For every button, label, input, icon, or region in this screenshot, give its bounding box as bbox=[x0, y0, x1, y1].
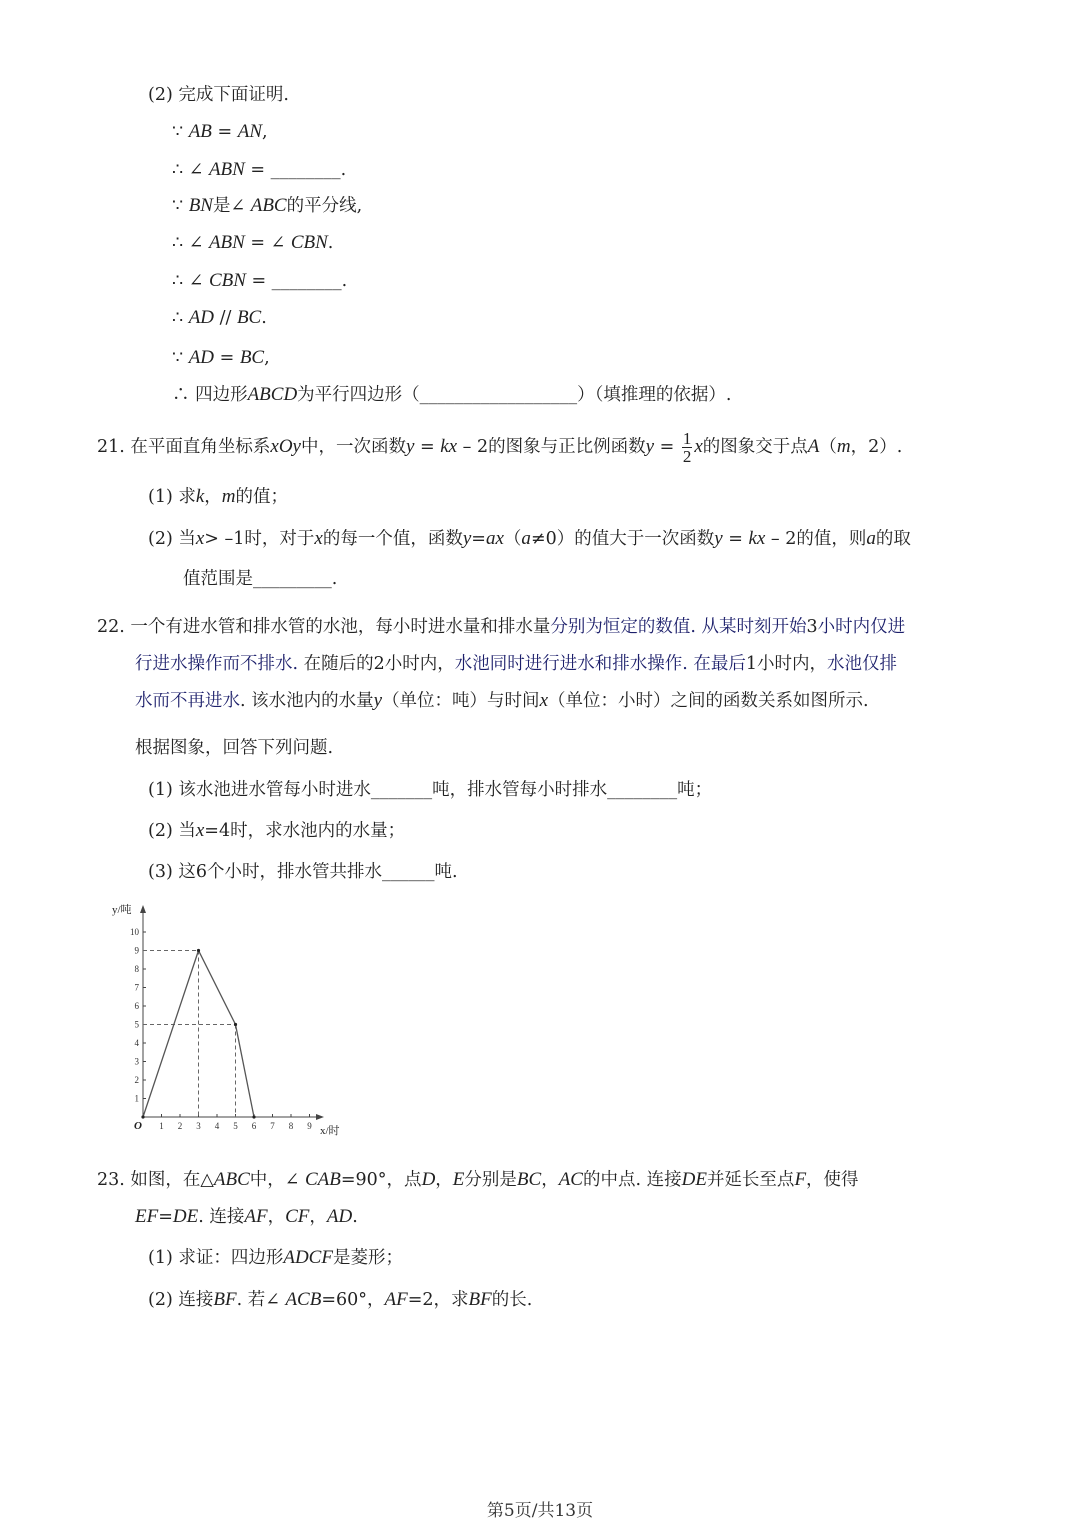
math-symbol: DE bbox=[681, 1169, 707, 1190]
math-symbol: m bbox=[836, 436, 851, 457]
text-line-l17 bbox=[135, 736, 333, 760]
text-segment: （ bbox=[819, 437, 837, 457]
y-tick-label: 2 bbox=[134, 1075, 139, 1085]
math-symbol: kx bbox=[440, 436, 458, 457]
math-symbol: y bbox=[462, 528, 472, 549]
text-line-l7 bbox=[172, 306, 267, 330]
water-volume-chart bbox=[100, 895, 360, 1145]
text-segment: 的长. bbox=[491, 1290, 533, 1310]
text-segment: ∵ bbox=[172, 196, 189, 216]
y-tick-label: 1 bbox=[134, 1093, 139, 1104]
text-line-l20 bbox=[148, 860, 458, 884]
math-symbol: CAB bbox=[304, 1169, 341, 1190]
text-segment: =90°，点 bbox=[340, 1170, 422, 1190]
text-line-l13 bbox=[183, 567, 337, 591]
text-segment: 中，∠ bbox=[249, 1170, 305, 1190]
math-symbol: AC bbox=[558, 1169, 583, 1190]
text-segment: 22. 一个有进水管和排水管的水池，每小时进水量和排水量 bbox=[97, 617, 551, 637]
math-symbol: EF bbox=[135, 1206, 159, 1227]
text-line-l4 bbox=[172, 194, 362, 218]
math-symbol: ACB bbox=[285, 1289, 322, 1310]
y-axis-label: y/吨 bbox=[112, 904, 132, 916]
math-symbol: k bbox=[195, 486, 205, 507]
math-symbol: BF bbox=[213, 1289, 237, 1310]
text-segment: . bbox=[352, 1207, 358, 1227]
math-symbol: BC bbox=[236, 307, 262, 328]
text-segment: = bbox=[471, 529, 486, 549]
text-line-l10 bbox=[97, 430, 902, 465]
text-segment: (2) 完成下面证明. bbox=[148, 85, 289, 105]
math-symbol: AD bbox=[188, 307, 215, 328]
text-segment: ∵ bbox=[172, 348, 189, 368]
text-segment: (2) 连接 bbox=[148, 1290, 214, 1310]
x-tick-label: 6 bbox=[251, 1121, 257, 1131]
text-segment: 值范围是_________. bbox=[183, 569, 338, 589]
x-tick-label: 4 bbox=[214, 1121, 220, 1131]
math-symbol: ADCF bbox=[283, 1247, 333, 1268]
math-symbol: D bbox=[421, 1169, 436, 1190]
x-tick-label: 7 bbox=[270, 1121, 275, 1131]
text-segment: 3 bbox=[806, 617, 818, 637]
text-segment: ∵ bbox=[172, 122, 189, 142]
text-segment: ∴ ∠ bbox=[172, 233, 209, 253]
math-symbol: BC bbox=[239, 347, 265, 368]
math-symbol: ABN bbox=[208, 232, 245, 253]
data-point bbox=[234, 1023, 237, 1026]
math-symbol: ABC bbox=[250, 195, 287, 216]
y-tick-label: 9 bbox=[134, 945, 139, 956]
x-tick-label: 1 bbox=[159, 1121, 164, 1131]
x-tick-label: 2 bbox=[177, 1121, 183, 1131]
text-segment: ， bbox=[204, 487, 222, 507]
x-axis-label: x/时 bbox=[320, 1125, 340, 1137]
text-segment: =2，求 bbox=[407, 1290, 469, 1310]
text-segment: . bbox=[327, 233, 334, 253]
text-segment: 水池仅排 bbox=[827, 654, 898, 674]
text-segment: 是∠ bbox=[212, 196, 251, 216]
text-segment: . 该水池内的水量 bbox=[240, 691, 374, 711]
text-segment: 21. 在平面直角坐标系 bbox=[97, 437, 271, 457]
text-segment: 分别为恒定的数值. 从某时刻开始 bbox=[550, 617, 807, 637]
text-segment: 水池同时进行进水和排水操作. 在最后 bbox=[454, 654, 746, 674]
text-segment: 是菱形； bbox=[332, 1248, 403, 1268]
text-segment: , bbox=[264, 348, 270, 368]
origin-label: O bbox=[134, 1120, 142, 1132]
math-symbol: CF bbox=[285, 1206, 310, 1227]
text-segment: ， bbox=[267, 1207, 286, 1227]
text-segment: （单位：小时）之间的函数关系如图所示. bbox=[548, 691, 869, 711]
math-symbol: x bbox=[539, 690, 548, 711]
text-segment: (1) 求证：四边形 bbox=[148, 1248, 284, 1268]
text-line-l19 bbox=[148, 819, 405, 843]
text-segment: = ∠ bbox=[244, 233, 291, 253]
text-segment: ∴ ∠ bbox=[172, 271, 209, 291]
math-symbol: A bbox=[807, 436, 820, 457]
fraction-den: 2 bbox=[682, 447, 692, 466]
math-symbol: x bbox=[195, 528, 205, 549]
math-symbol: AB bbox=[188, 121, 212, 142]
y-axis-arrow bbox=[140, 905, 146, 913]
text-line-l24 bbox=[148, 1288, 532, 1312]
text-segment: – 2的图象与正比例函数 bbox=[457, 437, 646, 457]
text-segment: (2) 当 bbox=[148, 529, 196, 549]
x-tick-label: 5 bbox=[233, 1121, 238, 1131]
math-symbol: y bbox=[373, 690, 383, 711]
text-segment: ∴ ∠ bbox=[172, 160, 209, 180]
math-symbol: m bbox=[221, 486, 236, 507]
text-segment: (1) 求 bbox=[148, 487, 196, 507]
math-symbol: AD bbox=[326, 1206, 353, 1227]
text-segment: > –1时，对于 bbox=[204, 529, 315, 549]
text-line-l23 bbox=[148, 1246, 403, 1270]
text-segment: 的每一个值，函数 bbox=[322, 529, 463, 549]
text-segment: 在随后的2小时内， bbox=[303, 654, 455, 674]
text-segment: (1) 该水池进水管每小时进水_______吨，排水管每小时排水________吨； bbox=[148, 780, 713, 800]
text-line-l21 bbox=[97, 1168, 859, 1192]
text-segment: 行进水操作而不排水. bbox=[135, 654, 304, 674]
text-segment: ∴ bbox=[172, 308, 189, 328]
math-symbol: xOy bbox=[270, 436, 301, 457]
text-segment: 的图象交于点 bbox=[702, 437, 808, 457]
text-line-l22 bbox=[135, 1205, 358, 1229]
text-segment: (2) 当 bbox=[148, 821, 196, 841]
text-segment: = bbox=[414, 437, 441, 457]
text-segment: . 连接 bbox=[198, 1207, 245, 1227]
math-symbol: x bbox=[195, 820, 205, 841]
math-symbol: AF bbox=[244, 1206, 268, 1227]
text-line-l5 bbox=[172, 231, 333, 255]
text-segment: = bbox=[722, 529, 749, 549]
math-symbol: y bbox=[714, 528, 723, 549]
page-footer: 第5页/共13页 bbox=[486, 1501, 594, 1521]
text-line-l8 bbox=[172, 346, 270, 370]
data-point bbox=[141, 1115, 144, 1118]
math-symbol: CBN bbox=[208, 270, 246, 291]
text-segment: 中，一次函数 bbox=[301, 437, 406, 457]
text-segment: 分别是 bbox=[464, 1170, 517, 1190]
x-axis-arrow bbox=[316, 1114, 324, 1120]
text-segment: ， bbox=[435, 1170, 453, 1190]
text-segment: = bbox=[654, 437, 680, 457]
x-tick-label: 9 bbox=[307, 1121, 312, 1131]
y-tick-label: 5 bbox=[134, 1019, 139, 1030]
text-line-l1 bbox=[148, 83, 289, 107]
text-segment: ，2）. bbox=[850, 437, 903, 457]
text-line-l2 bbox=[172, 120, 268, 144]
math-symbol: y bbox=[645, 436, 655, 457]
text-segment: 水而不再进水 bbox=[135, 691, 240, 711]
math-symbol: F bbox=[794, 1169, 807, 1190]
data-point bbox=[252, 1115, 255, 1118]
math-symbol: y bbox=[406, 436, 415, 457]
text-segment: 的值； bbox=[235, 487, 289, 507]
text-line-l14 bbox=[97, 615, 905, 639]
x-tick-label: 3 bbox=[196, 1121, 201, 1131]
text-segment: 1小时内， bbox=[745, 654, 828, 674]
fraction-num: 1 bbox=[682, 429, 692, 448]
math-symbol: ABCD bbox=[247, 384, 298, 405]
text-segment: ∴ 四边形 bbox=[172, 385, 248, 405]
math-symbol: a bbox=[866, 528, 876, 549]
text-segment: ， bbox=[309, 1207, 327, 1227]
text-segment: (3) 这6个小时，排水管共排水______吨. bbox=[148, 862, 458, 882]
y-tick-label: 8 bbox=[134, 964, 139, 974]
math-symbol: AF bbox=[384, 1289, 408, 1310]
text-segment: . bbox=[261, 308, 267, 328]
text-segment: 的中点. 连接 bbox=[582, 1170, 682, 1190]
text-segment: （ bbox=[503, 529, 522, 549]
math-symbol: AD bbox=[188, 347, 215, 368]
math-symbol: BN bbox=[188, 195, 213, 216]
text-segment: = ________. bbox=[245, 271, 348, 291]
y-tick-label: 10 bbox=[130, 927, 139, 937]
text-segment: 根据图象，回答下列问题. bbox=[135, 738, 334, 758]
text-line-l16 bbox=[135, 689, 869, 713]
text-segment: = bbox=[158, 1207, 173, 1227]
y-tick-label: 3 bbox=[134, 1056, 139, 1067]
text-segment: 小时内仅进 bbox=[817, 617, 906, 637]
math-symbol: ABC bbox=[213, 1169, 250, 1190]
text-line-l6 bbox=[172, 269, 347, 293]
text-segment: . 若∠ bbox=[236, 1290, 286, 1310]
math-symbol: x bbox=[314, 528, 323, 549]
text-segment: （单位：吨）与时间 bbox=[382, 691, 540, 711]
fraction bbox=[682, 430, 693, 465]
text-segment: 23. 如图，在△ bbox=[97, 1170, 214, 1190]
math-symbol: ax bbox=[485, 528, 504, 549]
text-segment: = bbox=[214, 348, 240, 368]
text-line-l11 bbox=[148, 485, 288, 509]
x-tick-label: 8 bbox=[288, 1121, 294, 1131]
text-segment: ，使得 bbox=[806, 1170, 859, 1190]
text-segment: =4时，求水池内的水量； bbox=[204, 821, 406, 841]
text-line-l12 bbox=[148, 527, 911, 551]
text-segment: 为平行四边形（__________________）（填推理的依据）. bbox=[297, 385, 732, 405]
data-point bbox=[197, 949, 200, 952]
math-symbol: ABN bbox=[208, 159, 245, 180]
y-tick-label: 4 bbox=[134, 1038, 139, 1048]
text-segment: =60°， bbox=[321, 1290, 385, 1310]
text-segment: = bbox=[211, 122, 238, 142]
math-symbol: kx bbox=[748, 528, 766, 549]
text-segment: , bbox=[262, 122, 268, 142]
math-symbol: CBN bbox=[290, 232, 328, 253]
text-segment: = ________. bbox=[244, 160, 347, 180]
text-segment: ， bbox=[541, 1170, 559, 1190]
text-segment: 的平分线, bbox=[286, 196, 363, 216]
math-symbol: BF bbox=[468, 1289, 492, 1310]
math-symbol: x bbox=[694, 436, 703, 457]
y-tick-label: 7 bbox=[134, 982, 139, 993]
text-line-l15 bbox=[135, 652, 897, 676]
text-segment: // bbox=[214, 308, 237, 328]
math-symbol: BC bbox=[516, 1169, 542, 1190]
text-segment: 并延长至点 bbox=[706, 1170, 795, 1190]
text-segment: – 2的值，则 bbox=[765, 529, 867, 549]
text-line-l18 bbox=[148, 778, 712, 802]
text-segment: 的取 bbox=[875, 529, 911, 549]
text-line-l3 bbox=[172, 158, 346, 182]
math-symbol: AN bbox=[237, 121, 262, 142]
y-tick-label: 6 bbox=[134, 1001, 139, 1011]
math-symbol: DE bbox=[172, 1206, 199, 1227]
math-symbol: E bbox=[452, 1169, 465, 1190]
text-segment: ≠0）的值大于一次函数 bbox=[530, 529, 715, 549]
math-symbol: a bbox=[521, 528, 531, 549]
text-line-l9 bbox=[172, 383, 731, 407]
